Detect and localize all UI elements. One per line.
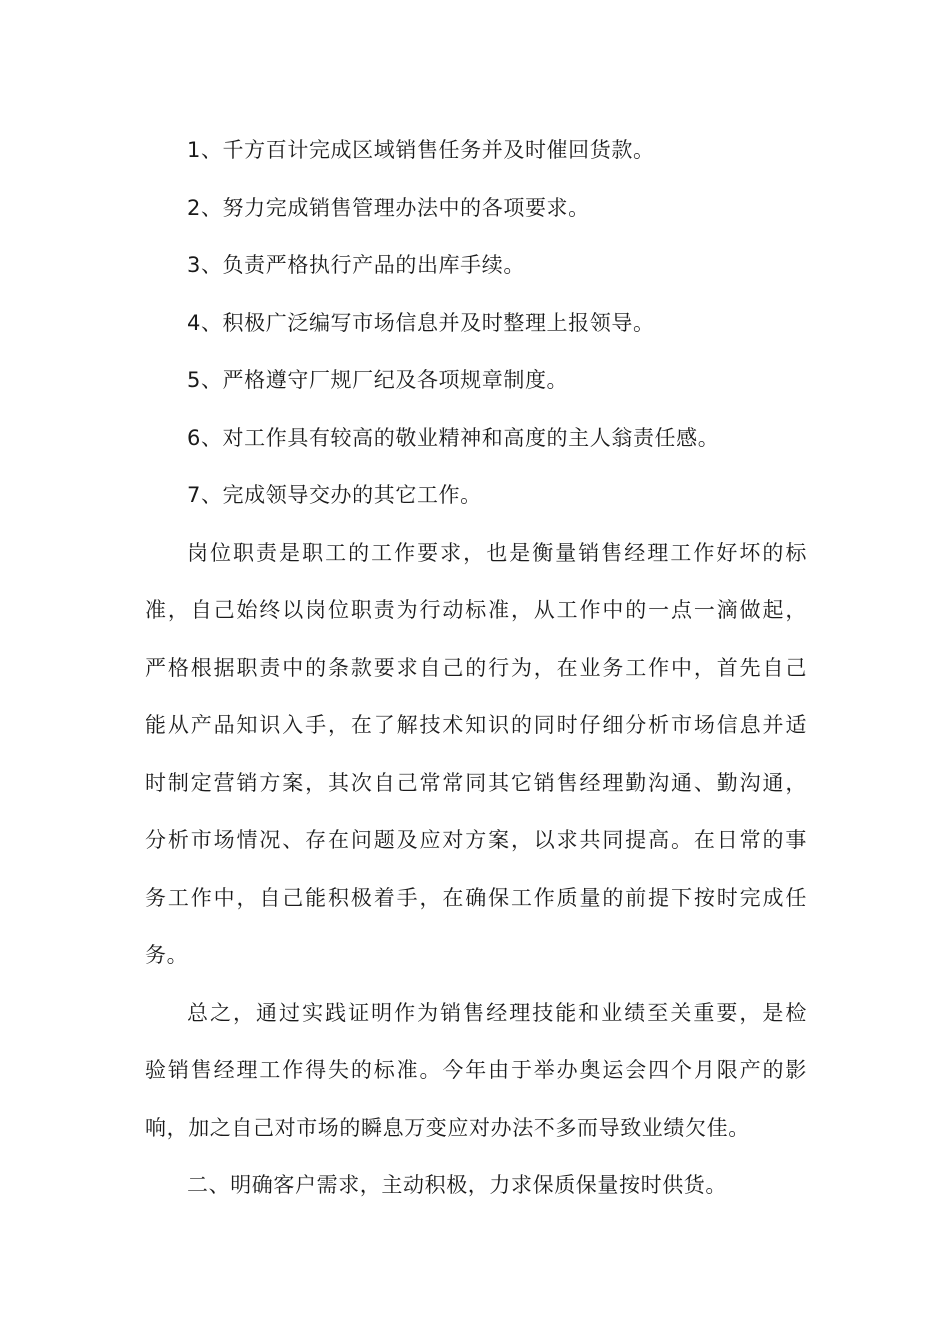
text-line: 4、积极广泛编写市场信息并及时整理上报领导。 [187,310,655,335]
text-line: 严格根据职责中的条款要求自己的行为，在业务工作中，首先自己 [145,655,807,680]
text-line: 1、千方百计完成区域销售任务并及时催回货款。 [187,138,655,162]
text-line: 总之，通过实践证明作为销售经理技能和业绩至关重要，是检 [187,1000,807,1025]
document-body [145,122,807,1215]
text-line: 准，自己始终以岗位职责为行动标准，从工作中的一点一滴做起， [145,598,807,622]
text-line: 2、努力完成销售管理办法中的各项要求。 [187,195,590,220]
text-line: 验销售经理工作得失的标准。今年由于举办奥运会四个月限产的影 [145,1058,807,1082]
text-line: 7、完成领导交办的其它工作。 [187,483,482,507]
text-line: 响，加之自己对市场的瞬息万变应对办法不多而导致业绩欠佳。 [145,1115,750,1140]
text-line: 3、负责严格执行产品的出库手续。 [187,253,525,277]
text-line: 6、对工作具有较高的敬业精神和高度的主人翁责任感。 [187,425,720,450]
text-line: 5、严格遵守厂规厂纪及各项规章制度。 [187,368,569,392]
text-line: 务工作中，自己能积极着手，在确保工作质量的前提下按时完成任 [145,885,807,910]
text-line: 二、明确客户需求，主动积极，力求保质保量按时供货。 [187,1173,727,1197]
text-line: 岗位职责是职工的工作要求，也是衡量销售经理工作好坏的标 [187,540,807,565]
text-line: 能从产品知识入手，在了解技术知识的同时仔细分析市场信息并适 [145,713,807,737]
text-line: 时制定营销方案，其次自己常常同其它销售经理勤沟通、勤沟通， [145,770,807,795]
text-line: 务。 [145,943,189,967]
text-line: 分析市场情况、存在问题及应对方案，以求共同提高。在日常的事 [145,828,807,852]
